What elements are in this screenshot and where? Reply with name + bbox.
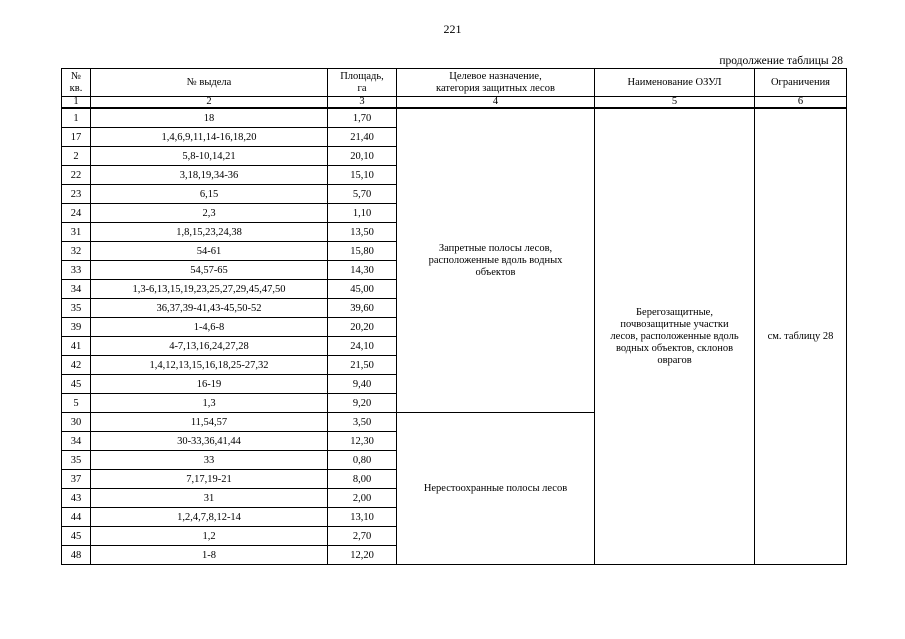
cell-kv: 34 <box>62 280 91 299</box>
cell-vydel: 54,57-65 <box>91 261 328 280</box>
column-number: 4 <box>397 97 595 109</box>
header-restrictions: Ограничения <box>755 69 847 97</box>
cell-vydel: 30-33,36,41,44 <box>91 432 328 451</box>
cell-area: 12,30 <box>328 432 397 451</box>
cell-vydel: 11,54,57 <box>91 413 328 432</box>
cell-kv: 17 <box>62 128 91 147</box>
cell-kv: 44 <box>62 508 91 527</box>
cell-kv: 2 <box>62 147 91 166</box>
cell-vydel: 1,4,12,13,15,16,18,25-27,32 <box>91 356 328 375</box>
cell-area: 8,00 <box>328 470 397 489</box>
cell-vydel: 7,17,19-21 <box>91 470 328 489</box>
column-number: 3 <box>328 97 397 109</box>
cell-area: 21,40 <box>328 128 397 147</box>
cell-kv: 23 <box>62 185 91 204</box>
cell-area: 5,70 <box>328 185 397 204</box>
header-ozul: Наименование ОЗУЛ <box>595 69 755 97</box>
header-kv: № кв. <box>62 69 91 97</box>
cell-restrictions: см. таблицу 28 <box>755 108 847 565</box>
cell-vydel: 1-8 <box>91 546 328 565</box>
cell-kv: 45 <box>62 527 91 546</box>
table-row <box>62 108 847 128</box>
header-vydel: № выдела <box>91 69 328 97</box>
cell-area: 1,10 <box>328 204 397 223</box>
cell-area: 2,00 <box>328 489 397 508</box>
cell-kv: 5 <box>62 394 91 413</box>
cell-vydel: 5,8-10,14,21 <box>91 147 328 166</box>
cell-area: 3,50 <box>328 413 397 432</box>
cell-area: 20,10 <box>328 147 397 166</box>
column-number: 1 <box>62 97 91 109</box>
header-row <box>62 69 847 97</box>
cell-vydel: 3,18,19,34-36 <box>91 166 328 185</box>
cell-area: 13,10 <box>328 508 397 527</box>
cell-kv: 22 <box>62 166 91 185</box>
cell-kv: 32 <box>62 242 91 261</box>
cell-kv: 39 <box>62 318 91 337</box>
cell-vydel: 1,8,15,23,24,38 <box>91 223 328 242</box>
cell-area: 0,80 <box>328 451 397 470</box>
cell-vydel: 1,2,4,7,8,12-14 <box>91 508 328 527</box>
header-area: Площадь, га <box>328 69 397 97</box>
cell-area: 15,80 <box>328 242 397 261</box>
cell-area: 14,30 <box>328 261 397 280</box>
table-body <box>62 108 847 565</box>
cell-vydel: 1,4,6,9,11,14-16,18,20 <box>91 128 328 147</box>
cell-kv: 37 <box>62 470 91 489</box>
table-continuation-caption: продолжение таблицы 28 <box>719 55 843 67</box>
column-number-row <box>62 97 847 109</box>
cell-area: 45,00 <box>328 280 397 299</box>
cell-vydel: 1,2 <box>91 527 328 546</box>
header-purpose: Целевое назначение, категория защитных лесов <box>397 69 595 97</box>
cell-area: 9,40 <box>328 375 397 394</box>
page-number: 221 <box>443 22 462 36</box>
column-number: 6 <box>755 97 847 109</box>
cell-kv: 24 <box>62 204 91 223</box>
cell-area: 1,70 <box>328 108 397 128</box>
cell-area: 13,50 <box>328 223 397 242</box>
cell-vydel: 2,3 <box>91 204 328 223</box>
cell-kv: 35 <box>62 451 91 470</box>
cell-purpose-water-protection: Запретные полосы лесов, расположенные вдоль водных объектов <box>397 108 595 413</box>
cell-area: 20,20 <box>328 318 397 337</box>
cell-area: 15,10 <box>328 166 397 185</box>
cell-kv: 42 <box>62 356 91 375</box>
cell-vydel: 31 <box>91 489 328 508</box>
cell-vydel: 1-4,6-8 <box>91 318 328 337</box>
column-number: 2 <box>91 97 328 109</box>
cell-vydel: 16-19 <box>91 375 328 394</box>
cell-ozul-name: Берегозащитные, почвозащитные участки лесов, расположенные вдоль водных объектов, склонов оврагов <box>595 108 755 565</box>
cell-area: 39,60 <box>328 299 397 318</box>
cell-vydel: 6,15 <box>91 185 328 204</box>
cell-kv: 31 <box>62 223 91 242</box>
cell-vydel: 1,3 <box>91 394 328 413</box>
cell-area: 2,70 <box>328 527 397 546</box>
cell-kv: 45 <box>62 375 91 394</box>
forest-plots-table <box>61 68 847 565</box>
cell-vydel: 33 <box>91 451 328 470</box>
cell-area: 24,10 <box>328 337 397 356</box>
cell-kv: 41 <box>62 337 91 356</box>
cell-kv: 30 <box>62 413 91 432</box>
cell-kv: 48 <box>62 546 91 565</box>
cell-kv: 43 <box>62 489 91 508</box>
cell-purpose-spawning-protection: Нерестоохранные полосы лесов <box>397 413 595 565</box>
cell-vydel: 36,37,39-41,43-45,50-52 <box>91 299 328 318</box>
cell-vydel: 54-61 <box>91 242 328 261</box>
cell-vydel: 18 <box>91 108 328 128</box>
cell-area: 21,50 <box>328 356 397 375</box>
cell-kv: 34 <box>62 432 91 451</box>
cell-area: 12,20 <box>328 546 397 565</box>
cell-vydel: 1,3-6,13,15,19,23,25,27,29,45,47,50 <box>91 280 328 299</box>
cell-kv: 33 <box>62 261 91 280</box>
column-number: 5 <box>595 97 755 109</box>
cell-vydel: 4-7,13,16,24,27,28 <box>91 337 328 356</box>
cell-area: 9,20 <box>328 394 397 413</box>
cell-kv: 1 <box>62 108 91 128</box>
cell-kv: 35 <box>62 299 91 318</box>
